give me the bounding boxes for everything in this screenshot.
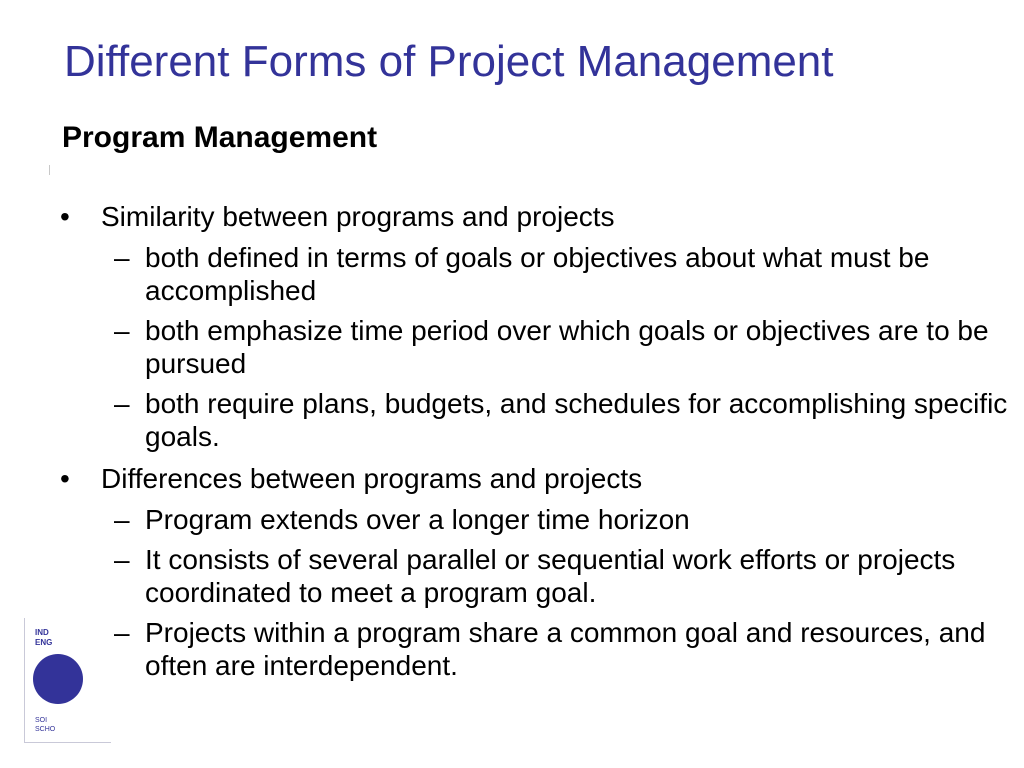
sub-item — [0, 241, 1024, 307]
sub-marker: – — [114, 617, 130, 648]
sub-item — [0, 503, 1024, 536]
logo-line: SCHO — [35, 726, 56, 733]
sub-item — [0, 543, 1024, 609]
bullet-content — [0, 200, 1024, 682]
logo-line: SOI — [35, 717, 48, 724]
differences-sub-list — [0, 503, 1024, 682]
logo-text-bottom — [35, 716, 55, 734]
bullet-text: Differences between programs and projects — [101, 463, 643, 494]
similarity-sub-list — [0, 241, 1024, 453]
logo-line: IND — [35, 628, 49, 637]
bullet-differences — [0, 462, 1024, 495]
sub-item-text: Program extends over a longer time horizon — [145, 504, 690, 535]
school-logo — [24, 618, 111, 743]
sub-item — [0, 616, 1024, 682]
slide-title: Different Forms of Project Management — [64, 37, 834, 86]
sub-item-text: Projects within a program share a common goal and resources, and often are interdependent. — [145, 617, 986, 681]
sub-marker: – — [114, 315, 130, 346]
section-subtitle: Program Management — [62, 121, 378, 154]
sub-marker: – — [114, 242, 130, 273]
sub-item-text: both defined in terms of goals or objectives about what must be accomplished — [145, 242, 930, 306]
logo-line: ENG — [35, 638, 53, 647]
sub-item — [0, 387, 1024, 453]
sub-item-text: both require plans, budgets, and schedules for accomplishing specific goals. — [145, 388, 1008, 452]
logo-text-top — [35, 628, 52, 648]
sub-marker: – — [114, 388, 130, 419]
sub-marker: – — [114, 544, 130, 575]
bullet-marker: • — [60, 463, 70, 494]
logo-emblem-icon — [33, 654, 83, 704]
sub-item-text: It consists of several parallel or sequential work efforts or projects coordinated to meet a program goal. — [145, 544, 956, 608]
bullet-text: Similarity between programs and projects — [101, 201, 615, 232]
sub-item-text: both emphasize time period over which goals or objectives are to be pursued — [145, 315, 989, 379]
divider-mark — [49, 165, 50, 175]
sub-item — [0, 314, 1024, 380]
sub-marker: – — [114, 504, 130, 535]
bullet-marker: • — [60, 201, 70, 232]
bullet-similarity — [0, 200, 1024, 233]
